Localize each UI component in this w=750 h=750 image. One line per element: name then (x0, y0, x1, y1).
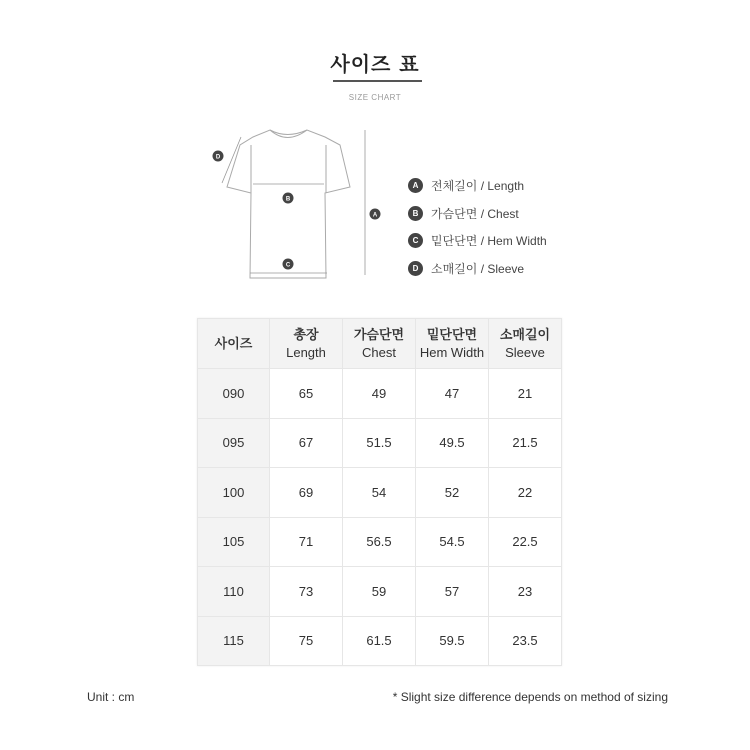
size-table (197, 318, 562, 666)
cell-size: 095 (198, 418, 270, 468)
cell-sleeve: 22.5 (489, 517, 562, 567)
table-row (198, 517, 562, 567)
cell-sleeve: 22 (489, 468, 562, 518)
badge-d-icon: D (408, 261, 423, 276)
cell-size: 115 (198, 616, 270, 666)
cell-hem-width: 54.5 (416, 517, 489, 567)
cell-sleeve: 21.5 (489, 418, 562, 468)
cell-size: 100 (198, 468, 270, 518)
legend-label: 밑단단면 / Hem Width (431, 234, 547, 249)
legend-item-hem-width (408, 227, 547, 255)
measurement-legend (408, 172, 547, 282)
tshirt-diagram (200, 115, 400, 290)
legend-label: 가슴단면 / Chest (431, 206, 519, 221)
cell-hem-width: 52 (416, 468, 489, 518)
cell-size: 110 (198, 567, 270, 617)
header-sleeve: 소매길이 Sleeve (489, 319, 562, 369)
cell-length: 73 (270, 567, 343, 617)
svg-text:B: B (285, 196, 291, 203)
marker-b (283, 193, 294, 204)
cell-hem-width: 47 (416, 369, 489, 419)
cell-size: 090 (198, 369, 270, 419)
header-hem-width: 밑단단면 Hem Width (416, 319, 489, 369)
table-row (198, 369, 562, 419)
page-title: 사이즈 표 (330, 52, 420, 76)
table-header-row (198, 319, 562, 369)
badge-a-icon: A (408, 178, 423, 193)
cell-chest: 51.5 (343, 418, 416, 468)
cell-size: 105 (198, 517, 270, 567)
page-subtitle: SIZE CHART (348, 93, 402, 102)
title-divider (333, 80, 422, 82)
cell-length: 75 (270, 616, 343, 666)
cell-hem-width: 59.5 (416, 616, 489, 666)
cell-sleeve: 21 (489, 369, 562, 419)
header-length: 총장 Length (270, 319, 343, 369)
unit-label: Unit : cm (87, 690, 135, 704)
cell-hem-width: 49.5 (416, 418, 489, 468)
table-row (198, 616, 562, 666)
legend-label: 전체길이 / Length (431, 179, 525, 194)
legend-item-chest (408, 200, 547, 228)
table-row (198, 418, 562, 468)
legend-item-sleeve (408, 255, 547, 283)
marker-a (370, 209, 381, 220)
cell-length: 71 (270, 517, 343, 567)
cell-length: 65 (270, 369, 343, 419)
cell-sleeve: 23 (489, 567, 562, 617)
cell-chest: 56.5 (343, 517, 416, 567)
cell-chest: 49 (343, 369, 416, 419)
header-size: 사이즈 (198, 319, 270, 369)
svg-text:D: D (215, 154, 221, 161)
legend-label: 소매길이 / Sleeve (431, 261, 525, 276)
cell-chest: 59 (343, 567, 416, 617)
cell-chest: 54 (343, 468, 416, 518)
svg-text:C: C (285, 262, 291, 269)
cell-sleeve: 23.5 (489, 616, 562, 666)
marker-d (213, 151, 224, 162)
cell-length: 67 (270, 418, 343, 468)
badge-b-icon: B (408, 206, 423, 221)
table-row (198, 468, 562, 518)
table-row (198, 567, 562, 617)
header-chest: 가슴단면 Chest (343, 319, 416, 369)
cell-chest: 61.5 (343, 616, 416, 666)
cell-hem-width: 57 (416, 567, 489, 617)
svg-text:A: A (372, 212, 378, 219)
marker-c (283, 259, 294, 270)
legend-item-length (408, 172, 547, 200)
badge-c-icon: C (408, 233, 423, 248)
cell-length: 69 (270, 468, 343, 518)
sizing-note: * Slight size difference depends on method of sizing (392, 690, 668, 704)
